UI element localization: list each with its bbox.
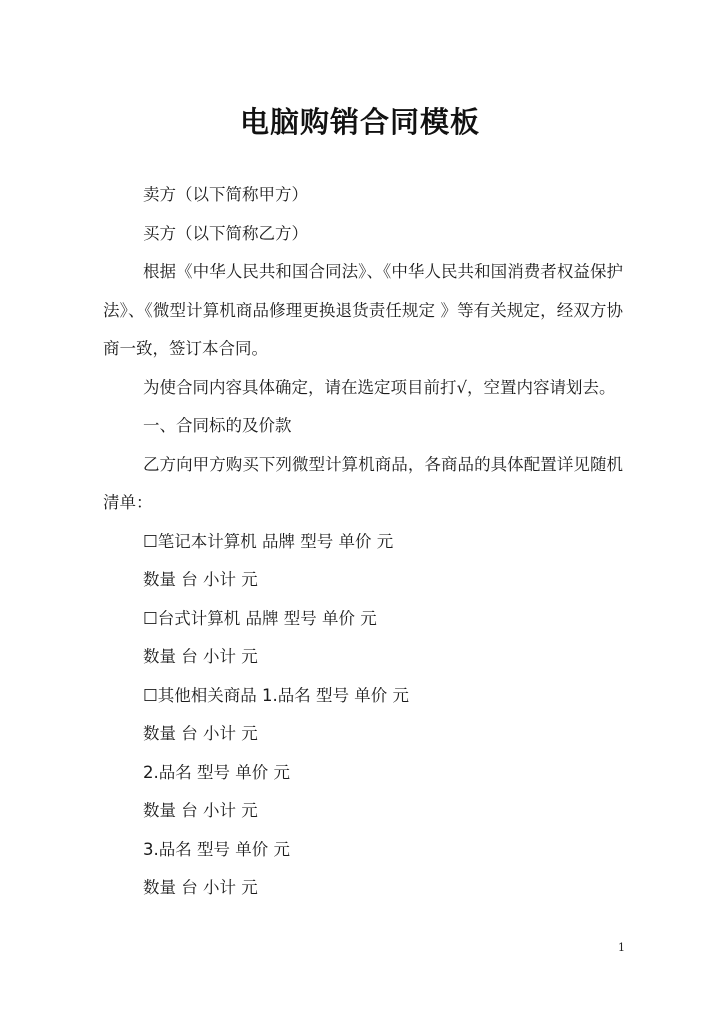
item-line-laptop: ☐笔记本计算机 品牌 型号 单价 元 — [143, 531, 394, 551]
page-number: 1 — [618, 941, 625, 954]
seller-line: 卖方（以下简称甲方） — [143, 185, 308, 204]
item-line-other-2: 2.品名 型号 单价 元 — [143, 762, 290, 782]
instruction-paragraph: 为使合同内容具体确定，请在选定项目前打√，空置内容请划去。 — [143, 377, 616, 397]
item-quantity-line: 数量 台 小计 元 — [143, 647, 258, 666]
item-quantity-line: 数量 台 小计 元 — [143, 724, 258, 743]
item-line-other: ☐其他相关商品 1.品名 型号 单价 元 — [143, 685, 410, 705]
item-quantity-line: 数量 台 小计 元 — [143, 570, 258, 589]
document-body — [103, 176, 623, 908]
item-quantity-line: 数量 台 小计 元 — [143, 878, 258, 897]
legal-basis-paragraph: 根据《中华人民共和国合同法》、《中华人民共和国消费者权益保护法》、《微型计算机商品修理更换退货责任规定 》等有关规定，经双方协商一致，签订本合同。 — [103, 262, 623, 358]
buyer-line: 买方（以下简称乙方） — [143, 223, 308, 243]
purchase-paragraph: 乙方向甲方购买下列微型计算机商品，各商品的具体配置详见随机清单： — [103, 454, 623, 512]
section-heading: 一、合同标的及价款 — [143, 416, 292, 435]
item-quantity-line: 数量 台 小计 元 — [143, 801, 258, 820]
item-line-other-3: 3.品名 型号 单价 元 — [143, 839, 290, 859]
item-line-desktop: ☐台式计算机 品牌 型号 单价 元 — [143, 608, 377, 628]
document-title: 电脑购销合同模板 — [239, 105, 480, 139]
